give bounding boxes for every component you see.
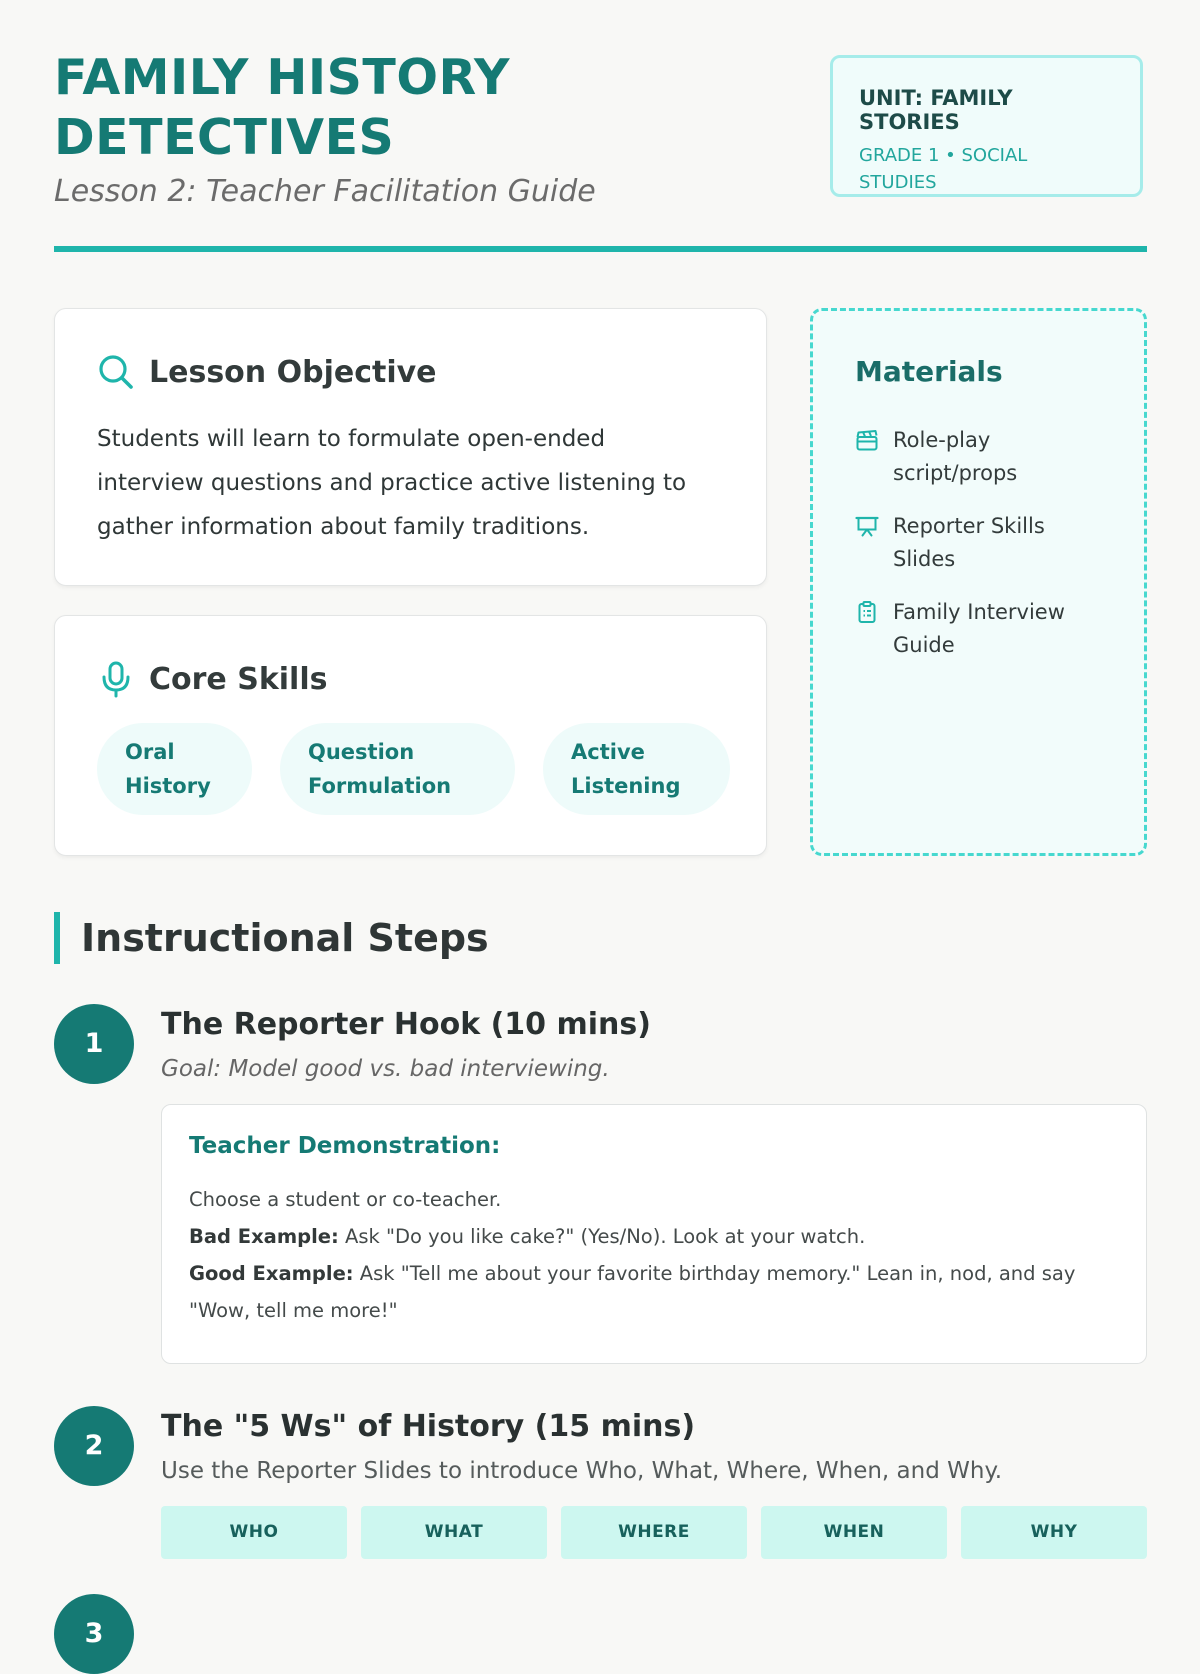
demo-intro: Choose a student or co-teacher. xyxy=(189,1188,502,1211)
step-number-badge: 1 xyxy=(54,1004,134,1084)
search-icon xyxy=(97,353,135,391)
good-example-label: Good Example: xyxy=(189,1262,354,1285)
material-label: Reporter Skills Slides xyxy=(893,514,1045,571)
unit-grade-subject: GRADE 1 • SOCIAL STUDIES xyxy=(859,145,1028,193)
step-number-badge: 3 xyxy=(54,1594,134,1674)
ws-chip-where: WHERE xyxy=(561,1506,747,1559)
clapperboard-icon xyxy=(855,428,879,452)
skill-tag: Oral History xyxy=(97,723,252,815)
list-item xyxy=(855,596,1115,662)
list-item xyxy=(855,510,1115,576)
microphone-icon xyxy=(97,660,135,698)
skill-tag: Active Listening xyxy=(543,723,730,815)
teacher-demonstration-box xyxy=(161,1104,1147,1364)
bad-example-label: Bad Example: xyxy=(189,1225,339,1248)
unit-badge xyxy=(830,55,1143,197)
five-ws-row xyxy=(161,1506,1147,1559)
header-divider xyxy=(54,246,1147,252)
bad-example xyxy=(189,1218,1120,1255)
good-example-text: Ask "Tell me about your favorite birthday memory." Lean in, nod, and say "Wow, tell me more!" xyxy=(189,1262,1076,1322)
ws-chip-when: WHEN xyxy=(761,1506,947,1559)
list-item xyxy=(855,424,1115,490)
page-subtitle: Lesson 2: Teacher Facilitation Guide xyxy=(54,174,596,209)
ws-chip-who: WHO xyxy=(161,1506,347,1559)
skill-tags xyxy=(97,723,736,815)
page-title: FAMILY HISTORY DETECTIVES xyxy=(54,49,511,166)
bad-example-text: Ask "Do you like cake?" (Yes/No). Look at your watch. xyxy=(338,1225,866,1248)
unit-title: UNIT: FAMILY STORIES xyxy=(859,86,1013,134)
ws-chip-what: WHAT xyxy=(361,1506,547,1559)
clipboard-icon xyxy=(855,600,879,624)
skills-heading: Core Skills xyxy=(149,661,328,697)
step-goal: Goal: Model good vs. bad interviewing. xyxy=(161,1056,610,1082)
objective-heading-row xyxy=(97,353,437,391)
step-description: Use the Reporter Slides to introduce Who, What, Where, When, and Why. xyxy=(161,1458,1003,1484)
section-title: Instructional Steps xyxy=(54,912,489,964)
good-example xyxy=(189,1255,1120,1329)
materials-panel xyxy=(810,308,1147,856)
skill-tag: Question Formulation xyxy=(280,723,515,815)
demo-title: Teacher Demonstration: xyxy=(189,1133,501,1159)
material-label: Role-play script/props xyxy=(893,428,1018,485)
step-title: The "5 Ws" of History (15 mins) xyxy=(161,1409,696,1444)
presentation-icon xyxy=(855,514,879,538)
objective-heading: Lesson Objective xyxy=(149,354,437,390)
material-label: Family Interview Guide xyxy=(893,600,1065,657)
materials-heading: Materials xyxy=(855,355,1003,388)
ws-chip-why: WHY xyxy=(961,1506,1147,1559)
step-title: The Reporter Hook (10 mins) xyxy=(161,1007,651,1042)
lesson-page xyxy=(54,0,1147,1649)
materials-list xyxy=(855,424,1115,682)
core-skills-card xyxy=(54,615,767,856)
objective-card xyxy=(54,308,767,586)
skills-heading-row xyxy=(97,660,327,698)
step-number-badge: 2 xyxy=(54,1406,134,1486)
objective-text: Students will learn to formulate open-ended interview questions and practice active listening to gather information about family traditions. xyxy=(97,426,687,540)
